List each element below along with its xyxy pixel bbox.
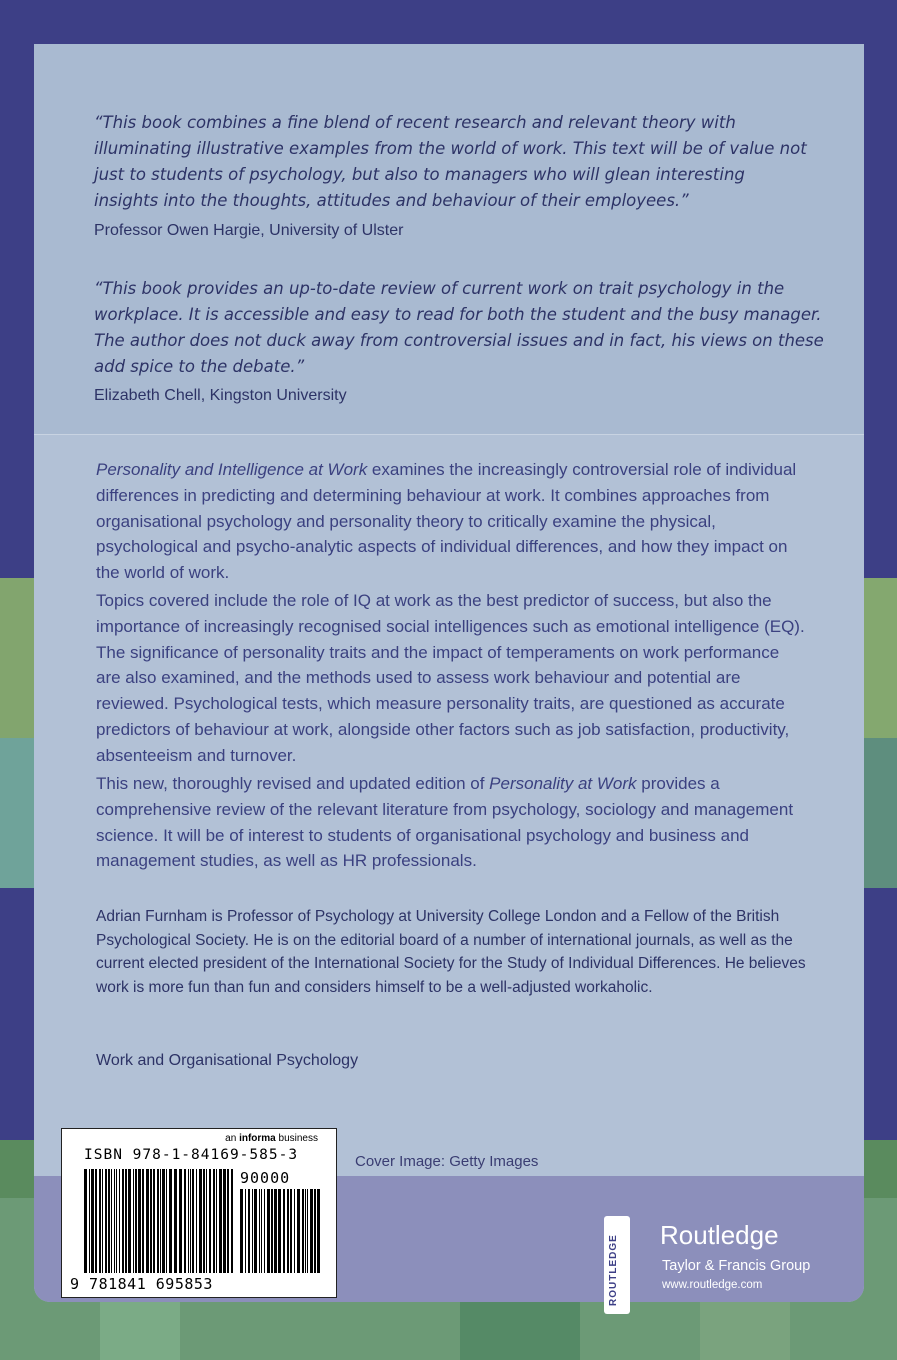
author-name: Adrian Furnham: [96, 908, 208, 925]
barcode-bar: [138, 1169, 141, 1273]
isbn-number: ISBN 978-1-84169-585-3: [84, 1147, 299, 1163]
barcode-bar: [294, 1189, 295, 1273]
barcode-bar: [219, 1169, 222, 1273]
description-paragraph-3: This new, thoroughly revised and updated edition of Personality at Work provides a comprehensive review of the relevant literature from psychology, sociology and management science. It will be of interest to students of organisational psychology and business and management studies, as well as HR professionals.: [96, 774, 794, 871]
barcode-bar: [274, 1189, 277, 1273]
barcode-bar: [111, 1169, 112, 1273]
barcode-bar: [245, 1189, 246, 1273]
barcode-bar: [213, 1169, 215, 1273]
barcode-bar: [102, 1169, 103, 1273]
barcode-bar: [150, 1169, 152, 1273]
barcode-bar: [283, 1189, 285, 1273]
barcode-bar: [317, 1189, 320, 1273]
barcode-bar: [278, 1189, 281, 1273]
barcode-bar: [227, 1169, 229, 1273]
barcode-bar: [105, 1169, 107, 1273]
barcode-bar: [84, 1169, 87, 1273]
barcode-bar: [190, 1169, 191, 1273]
barcode-bar: [160, 1169, 161, 1273]
barcode-bar: [264, 1189, 265, 1273]
addon-barcode: [240, 1189, 320, 1273]
getty-logo: Getty: [449, 1153, 486, 1170]
barcode-bar: [267, 1189, 270, 1273]
barcode-bar: [119, 1169, 120, 1273]
barcode-bar: [290, 1189, 292, 1273]
barcode-bar: [146, 1169, 149, 1273]
barcode-bar: [125, 1169, 127, 1273]
barcode-bar: [135, 1169, 137, 1273]
barcode-bar: [184, 1169, 186, 1273]
barcode-bar: [314, 1189, 316, 1273]
barcode-bar: [99, 1169, 101, 1273]
barcode-bar: [248, 1189, 250, 1273]
barcode-bar: [199, 1169, 202, 1273]
isbn-barcode-box: [61, 1128, 337, 1298]
barcode-bar: [216, 1169, 217, 1273]
series-name: Work and Organisational Psychology: [96, 1052, 359, 1069]
barcode-bar: [116, 1169, 117, 1273]
barcode-bar: [231, 1169, 233, 1273]
barcode-bar: [209, 1169, 211, 1273]
barcode-bar: [196, 1169, 197, 1273]
barcode-bar: [240, 1189, 243, 1273]
barcode-bar: [287, 1189, 289, 1273]
description-paragraph-2: Topics covered include the role of IQ at work as the best predictor of success, but also the importance of increasingly recognised social intelligences such as emotional intelligence (EQ). The significance of personality traits and the impact of temperaments on work performance are also examined, and the methods used to assess work behaviour and potential are reviewed. Psychological tests, which measure personality traits, are questioned as accurate predictors of behaviour at work, alongside other factors such as job satisfaction, productivity, absenteeism and turnover.: [96, 591, 805, 765]
publisher-url: www.routledge.com: [662, 1279, 763, 1291]
barcode-bar: [310, 1189, 313, 1273]
endorsement-quote-2: “This book provides an up-to-date review of current work on trait psychology in the workplace. It is accessible and easy to read for both the student and the busy manager. The author does not duck away from controversial issues and in fact, his views on these add spice to the debate.”: [94, 279, 824, 376]
barcode-bar: [302, 1189, 304, 1273]
book-title-reference: Personality and Intelligence at Work: [96, 460, 368, 479]
author-bio: Adrian Furnham is Professor of Psychology at University College London and a Fellow of the British Psychological Society. He is on the editorial board of a number of international journals, as well as the current elected president of the International Society for the Study of Individual Differences. He believes work is more fun than fun and considers himself to be a well-adjusted workaholic.: [96, 908, 806, 996]
barcode-bar: [169, 1169, 172, 1273]
barcode-bar: [192, 1169, 194, 1273]
barcode-bar: [133, 1169, 134, 1273]
barcode-bar: [305, 1189, 306, 1273]
barcode-bar: [307, 1189, 308, 1273]
barcode-bar: [128, 1169, 131, 1273]
barcode-bar: [95, 1169, 97, 1273]
endorsement-quote-1: “This book combines a fine blend of recent research and relevant theory with illuminating illustrative examples from the world of work. This text will be of value not just to students of psychology, but also to managers who will glean interesting insights into the thoughts, attitudes and behaviour of their employees.”: [94, 113, 807, 210]
barcode-bar: [203, 1169, 205, 1273]
previous-edition-title: Personality at Work: [489, 774, 637, 793]
barcode-bar: [114, 1169, 115, 1273]
barcode-bar: [223, 1169, 226, 1273]
barcode-bar: [89, 1169, 90, 1273]
publisher-name: Routledge: [660, 1220, 779, 1250]
publisher-group: Taylor & Francis Group: [662, 1258, 811, 1274]
barcode-bar: [254, 1189, 257, 1273]
barcode-bar: [206, 1169, 207, 1273]
ean-barcode: [84, 1169, 234, 1273]
barcode-bar: [162, 1169, 165, 1273]
description-paragraph-1: Personality and Intelligence at Work examines the increasingly controversial role of individual differences in predicting and determining behaviour at work. It combines approaches from organisational psychology and personality theory to critically examine the physical, psychological and psycho-analytic aspects of individual differences, and how they impact on the world of work.: [96, 460, 797, 583]
barcode-bar: [157, 1169, 159, 1273]
barcode-bar: [252, 1189, 253, 1273]
barcode-bar: [153, 1169, 155, 1273]
endorsement-attribution-1: Professor Owen Hargie, University of Ulster: [94, 222, 404, 239]
barcode-bar: [142, 1169, 144, 1273]
barcode-bar: [261, 1189, 262, 1273]
endorsement-attribution-2: Elizabeth Chell, Kingston University: [94, 387, 347, 404]
barcode-bar: [259, 1189, 260, 1273]
informa-business-label: an informa business: [225, 1133, 318, 1144]
barcode-bar: [188, 1169, 189, 1273]
barcode-bar: [122, 1169, 124, 1273]
routledge-logo: ROUTLEDGE: [604, 1216, 630, 1314]
barcode-bar: [174, 1169, 177, 1273]
cover-image-credit: Cover Image: Getty Images: [355, 1153, 539, 1170]
barcode-bar: [271, 1189, 273, 1273]
barcode-bar: [108, 1169, 110, 1273]
ean-digits: 9 781841 695853: [70, 1275, 213, 1293]
barcode-bar: [91, 1169, 94, 1273]
barcode-bar: [166, 1169, 167, 1273]
price-addon-number: 90000: [240, 1169, 291, 1187]
barcode-bar: [179, 1169, 182, 1273]
barcode-bar: [297, 1189, 300, 1273]
